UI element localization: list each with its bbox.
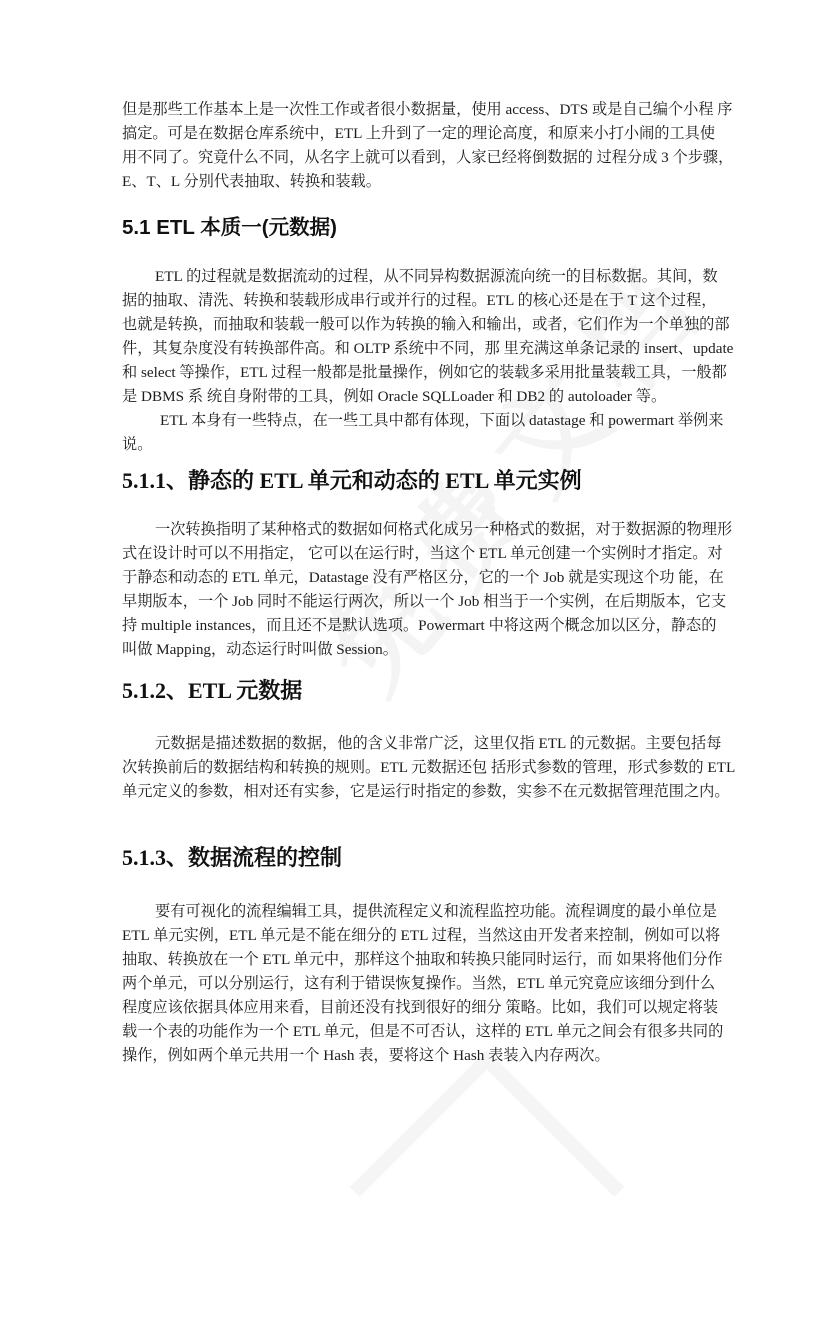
text-line: 也就是转换，而抽取和装载一般可以作为转换的输入和输出，或者，它们作为一个单独的部 — [122, 316, 730, 333]
text-line: 于静态和动态的 ETL 单元，Datastage 没有严格区分，它的一个 Job 就是实现这个功 能，在 — [122, 569, 724, 586]
text-line: 两个单元，可以分别运行，这有利于错误恢复操作。当然，ETL 单元究竟应该细分到什么 — [122, 975, 716, 992]
section-heading-5-1: 5.1 ETL 本质一(元数据) — [122, 216, 337, 239]
text-line: E、T、L 分别代表抽取、转换和装载。 — [122, 173, 381, 190]
text-line: 要有可视化的流程编辑工具，提供流程定义和流程监控功能。流程调度的最小单位是 — [155, 903, 717, 920]
text-line: 是 DBMS 系 统自身附带的工具，例如 Oracle SQLLoader 和 DB2 的 autoloader 等。 — [122, 388, 667, 405]
watermark-stamp-shape — [350, 1050, 624, 1324]
text-line: 载一个表的功能作为一个 ETL 单元，但是不可否认，这样的 ETL 单元之间会有很多共同的 — [122, 1023, 724, 1040]
text-line: 搞定。可是在数据仓库系统中，ETL 上升到了一定的理论高度，和原来小打小闹的工具使 — [122, 125, 716, 142]
text-line: 用不同了。究竟什么不同，从名字上就可以看到，人家已经将倒数据的 过程分成 3 个步骤， — [122, 149, 734, 166]
text-line: 据的抽取、清洗、转换和装载形成串行或并行的过程。ETL 的核心还是在于 T 这个过程， — [122, 292, 717, 309]
text-line: ETL 的过程就是数据流动的过程，从不同异构数据源流向统一的目标数据。其间，数 — [155, 268, 718, 285]
text-line: 但是那些工作基本上是一次性工作或者很小数据量，使用 access、DTS 或是自己编个小程 序 — [122, 101, 733, 118]
text-line: 操作，例如两个单元共用一个 Hash 表，要将这个 Hash 表装入内存两次。 — [122, 1047, 610, 1064]
text-line: 早期版本，一个 Job 同时不能运行两次，所以一个 Job 相当于一个实例，在后期版本，它支 — [122, 593, 727, 610]
text-line: 件，其复杂度没有转换部件高。和 OLTP 系统中不同，那 里充满这单条记录的 insert、update — [122, 340, 734, 357]
text-line: 式在设计时可以不用指定， 它可以在运行时，当这个 ETL 单元创建一个实例时才指定。对 — [122, 545, 723, 562]
section-heading-5-1-3: 5.1.3、数据流程的控制 — [122, 845, 343, 870]
text-line: 元数据是描述数据的数据，他的含义非常广泛，这里仅指 ETL 的元数据。主要包括每 — [155, 735, 722, 752]
text-line: 说。 — [122, 436, 153, 453]
section-heading-5-1-1: 5.1.1、静态的 ETL 单元和动态的 ETL 单元实例 — [122, 468, 582, 493]
text-line: 一次转换指明了某种格式的数据如何格式化成另一种格式的数据，对于数据源的物理形 — [155, 521, 733, 538]
text-line: 抽取、转换放在一个 ETL 单元中，那样这个抽取和转换只能同时运行，而 如果将他们分作 — [122, 951, 723, 968]
text-line: 持 multiple instances，而且还不是默认选项。Powermart 中将这两个概念加以区分，静态的 — [122, 617, 717, 634]
text-line: 叫做 Mapping，动态运行时叫做 Session。 — [122, 641, 398, 658]
text-line: 次转换前后的数据结构和转换的规则。ETL 元数据还包 括形式参数的管理，形式参数的 ETL — [122, 759, 736, 776]
text-line: 和 select 等操作，ETL 过程一般都是批量操作，例如它的装载多采用批量装载工具，一般都 — [122, 364, 727, 381]
text-line: 程度应该依据具体应用来看，目前还没有找到很好的细分 策略。比如，我们可以规定将装 — [122, 999, 719, 1016]
text-line: 单元定义的参数，相对还有实参，它是运行时指定的参数，实参不在元数据管理范围之内。 — [122, 783, 730, 800]
text-line: ETL 单元实例，ETL 单元是不能在细分的 ETL 过程，当然这由开发者来控制，例如可以将 — [122, 927, 721, 944]
section-heading-5-1-2: 5.1.2、ETL 元数据 — [122, 678, 303, 703]
text-line: ETL 本身有一些特点，在一些工具中都有体现，下面以 datastage 和 powermart 举例来 — [160, 412, 724, 429]
